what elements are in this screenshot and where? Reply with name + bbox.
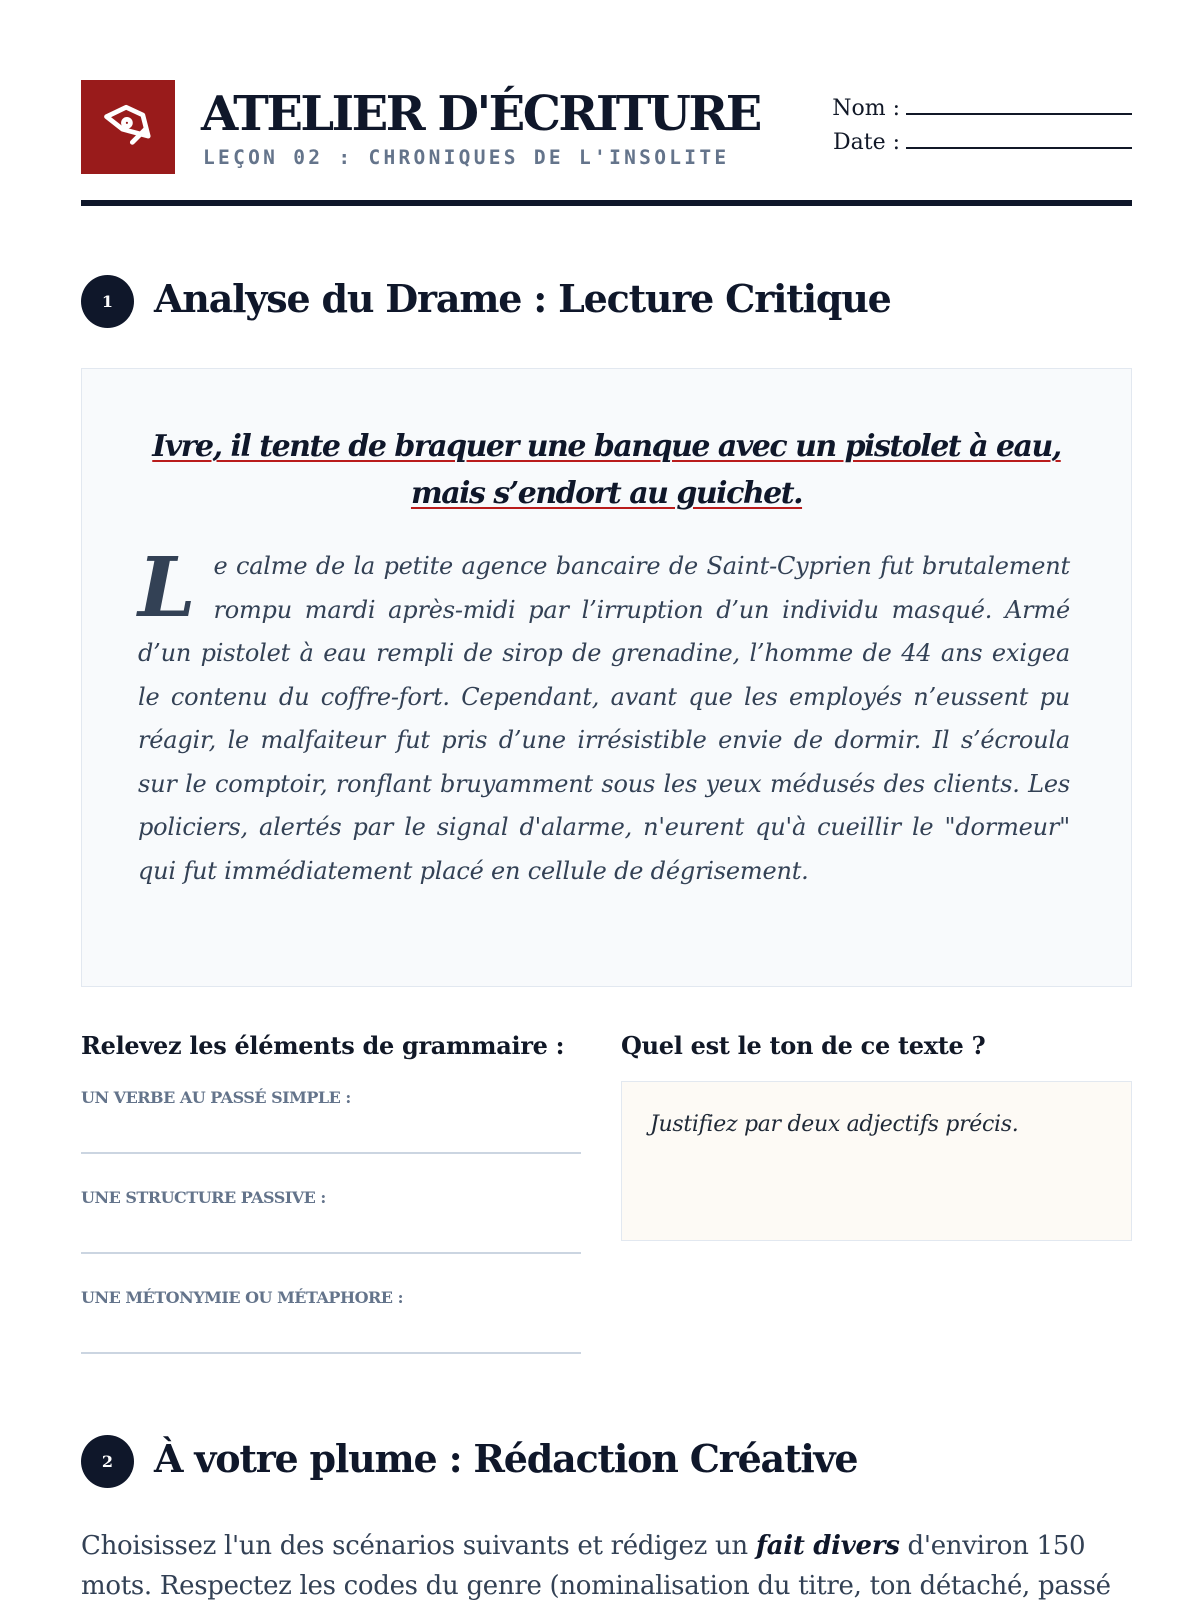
name-label: Nom : (832, 96, 900, 121)
tone-answer-box[interactable] (621, 1081, 1132, 1241)
instructions-emphasis: fait divers (755, 1531, 900, 1561)
worksheet-subtitle: LEÇON 02 : CHRONIQUES DE L'INSOLITE (203, 146, 730, 169)
headline-line-1: Ivre, il tente de braquer une banque avec un pistolet à eau, (152, 429, 1061, 464)
article-body-text: e calme de la petite agence bancaire de Saint-Cyprien fut brutalement rompu mardi après-midi par l’irruption d’un individu masqué. Armé d’un pistolet à eau rempli de sirop de grenadine, l’homme de 44 ans exigea le contenu du coffre-fort. Cependant, avant que les employés n’eussent pu réagir, le malfaiteur fut pris d’une irrésistible envie de dormir. Il s’écroula sur le comptoir, ronflant bruyamment sous les yeux médusés des clients. Les policiers, alertés par le signal d'alarme, n'eurent qu'à cueillir le "dormeur" qui fut immédiatement placé en cellule de dégrisement. (138, 552, 1070, 885)
date-line[interactable] (906, 133, 1132, 149)
date-field[interactable] (833, 130, 1132, 155)
article-headline (82, 423, 1131, 517)
instructions-text-start: Choisissez l'un des scénarios suivants et rédigez un (81, 1531, 756, 1561)
header-divider (81, 200, 1132, 206)
name-field[interactable] (832, 96, 1132, 121)
headline-line-2: mais s’endort au guichet. (410, 476, 803, 511)
tone-hint: Justifiez par deux adjectifs précis. (650, 1112, 1019, 1137)
section-number-badge: 1 (81, 275, 134, 328)
pen-nib-icon (102, 99, 154, 155)
tone-question-title: Quel est le ton de ce texte ? (621, 1031, 986, 1060)
section-instructions (81, 1526, 1151, 1600)
section-title: Analyse du Drame : Lecture Critique (154, 276, 891, 321)
date-label: Date : (832, 130, 900, 155)
worksheet-title: ATELIER D'ÉCRITURE (201, 86, 760, 142)
section-title: À votre plume : Rédaction Créative (154, 1436, 858, 1481)
grammar-answer-line[interactable] (81, 1152, 581, 1154)
grammar-question-title: Relevez les éléments de grammaire : (81, 1031, 565, 1060)
logo (81, 80, 175, 174)
worksheet-page (81, 0, 1132, 1600)
grammar-field-label: UN VERBE AU PASSÉ SIMPLE : (81, 1088, 351, 1107)
article-box (81, 368, 1132, 987)
article-body (138, 540, 1070, 893)
grammar-field-label: UNE MÉTONYMIE OU MÉTAPHORE : (81, 1288, 403, 1307)
grammar-answer-line[interactable] (81, 1252, 581, 1254)
drop-cap: L (138, 540, 196, 636)
name-line[interactable] (906, 99, 1132, 115)
grammar-field-label: UNE STRUCTURE PASSIVE : (81, 1188, 326, 1207)
grammar-answer-line[interactable] (81, 1352, 581, 1354)
section-number-badge: 2 (81, 1435, 134, 1488)
instructions-text-end: d'environ 150 mots. Respectez les codes du genre (nominalisation du titre, ton détaché, passé (81, 1531, 1111, 1600)
